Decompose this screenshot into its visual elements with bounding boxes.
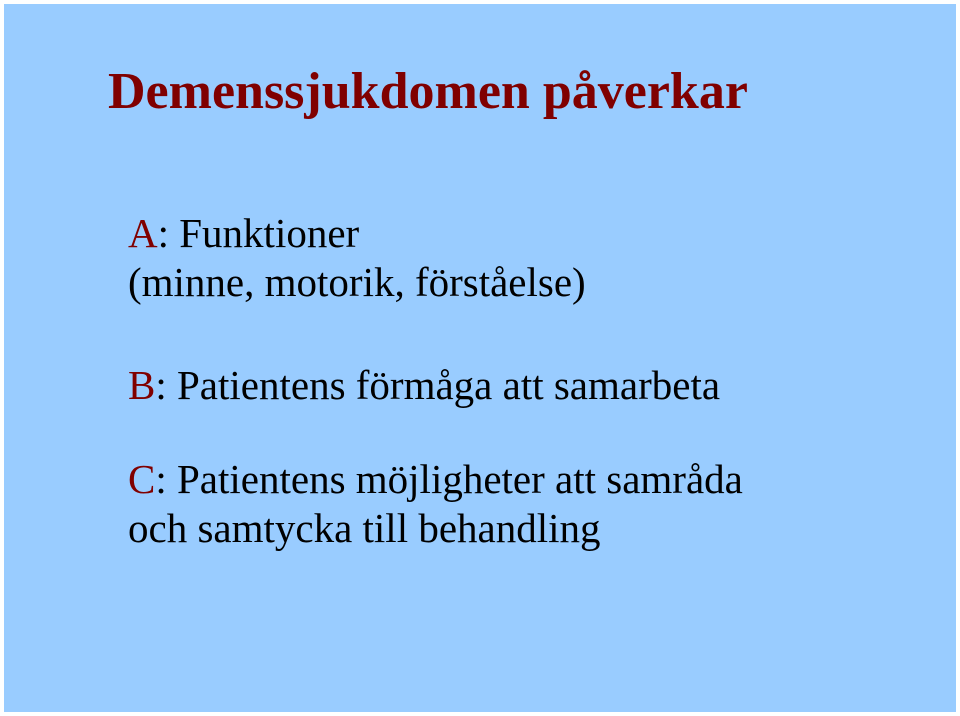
list-item-c <box>128 455 743 553</box>
item-a-text: : Funktioner <box>157 210 360 256</box>
list-item-a <box>128 209 586 307</box>
item-c-line-1 <box>128 455 743 504</box>
item-a-line-2: (minne, motorik, förståelse) <box>128 259 586 305</box>
item-c-text: : Patientens möjligheter att samråda <box>155 456 743 502</box>
item-a-letter: A <box>128 210 158 256</box>
slide-title: Demenssjukdomen påverkar <box>108 63 748 120</box>
item-c-line-2: och samtycka till behandling <box>128 505 601 551</box>
item-b-line-1 <box>128 361 720 410</box>
item-a-line-1 <box>128 209 586 258</box>
item-b-text: : Patientens förmåga att samarbeta <box>155 362 721 408</box>
slide <box>4 4 956 712</box>
list-item-b <box>128 361 720 410</box>
item-b-letter: B <box>128 362 156 408</box>
item-c-letter: C <box>128 456 156 502</box>
